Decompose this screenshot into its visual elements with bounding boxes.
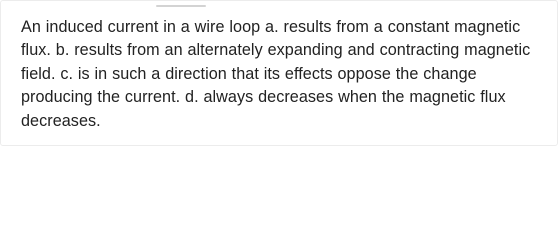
question-text: An induced current in a wire loop a. results from a constant magnetic flux. b. results from an alternately expanding and contracting magnetic field. c. is in such a direction that its effects oppose the change producing the current. d. always decreases when the magnetic flux decreases. <box>21 18 531 130</box>
card-top-edge-decoration <box>156 5 206 7</box>
